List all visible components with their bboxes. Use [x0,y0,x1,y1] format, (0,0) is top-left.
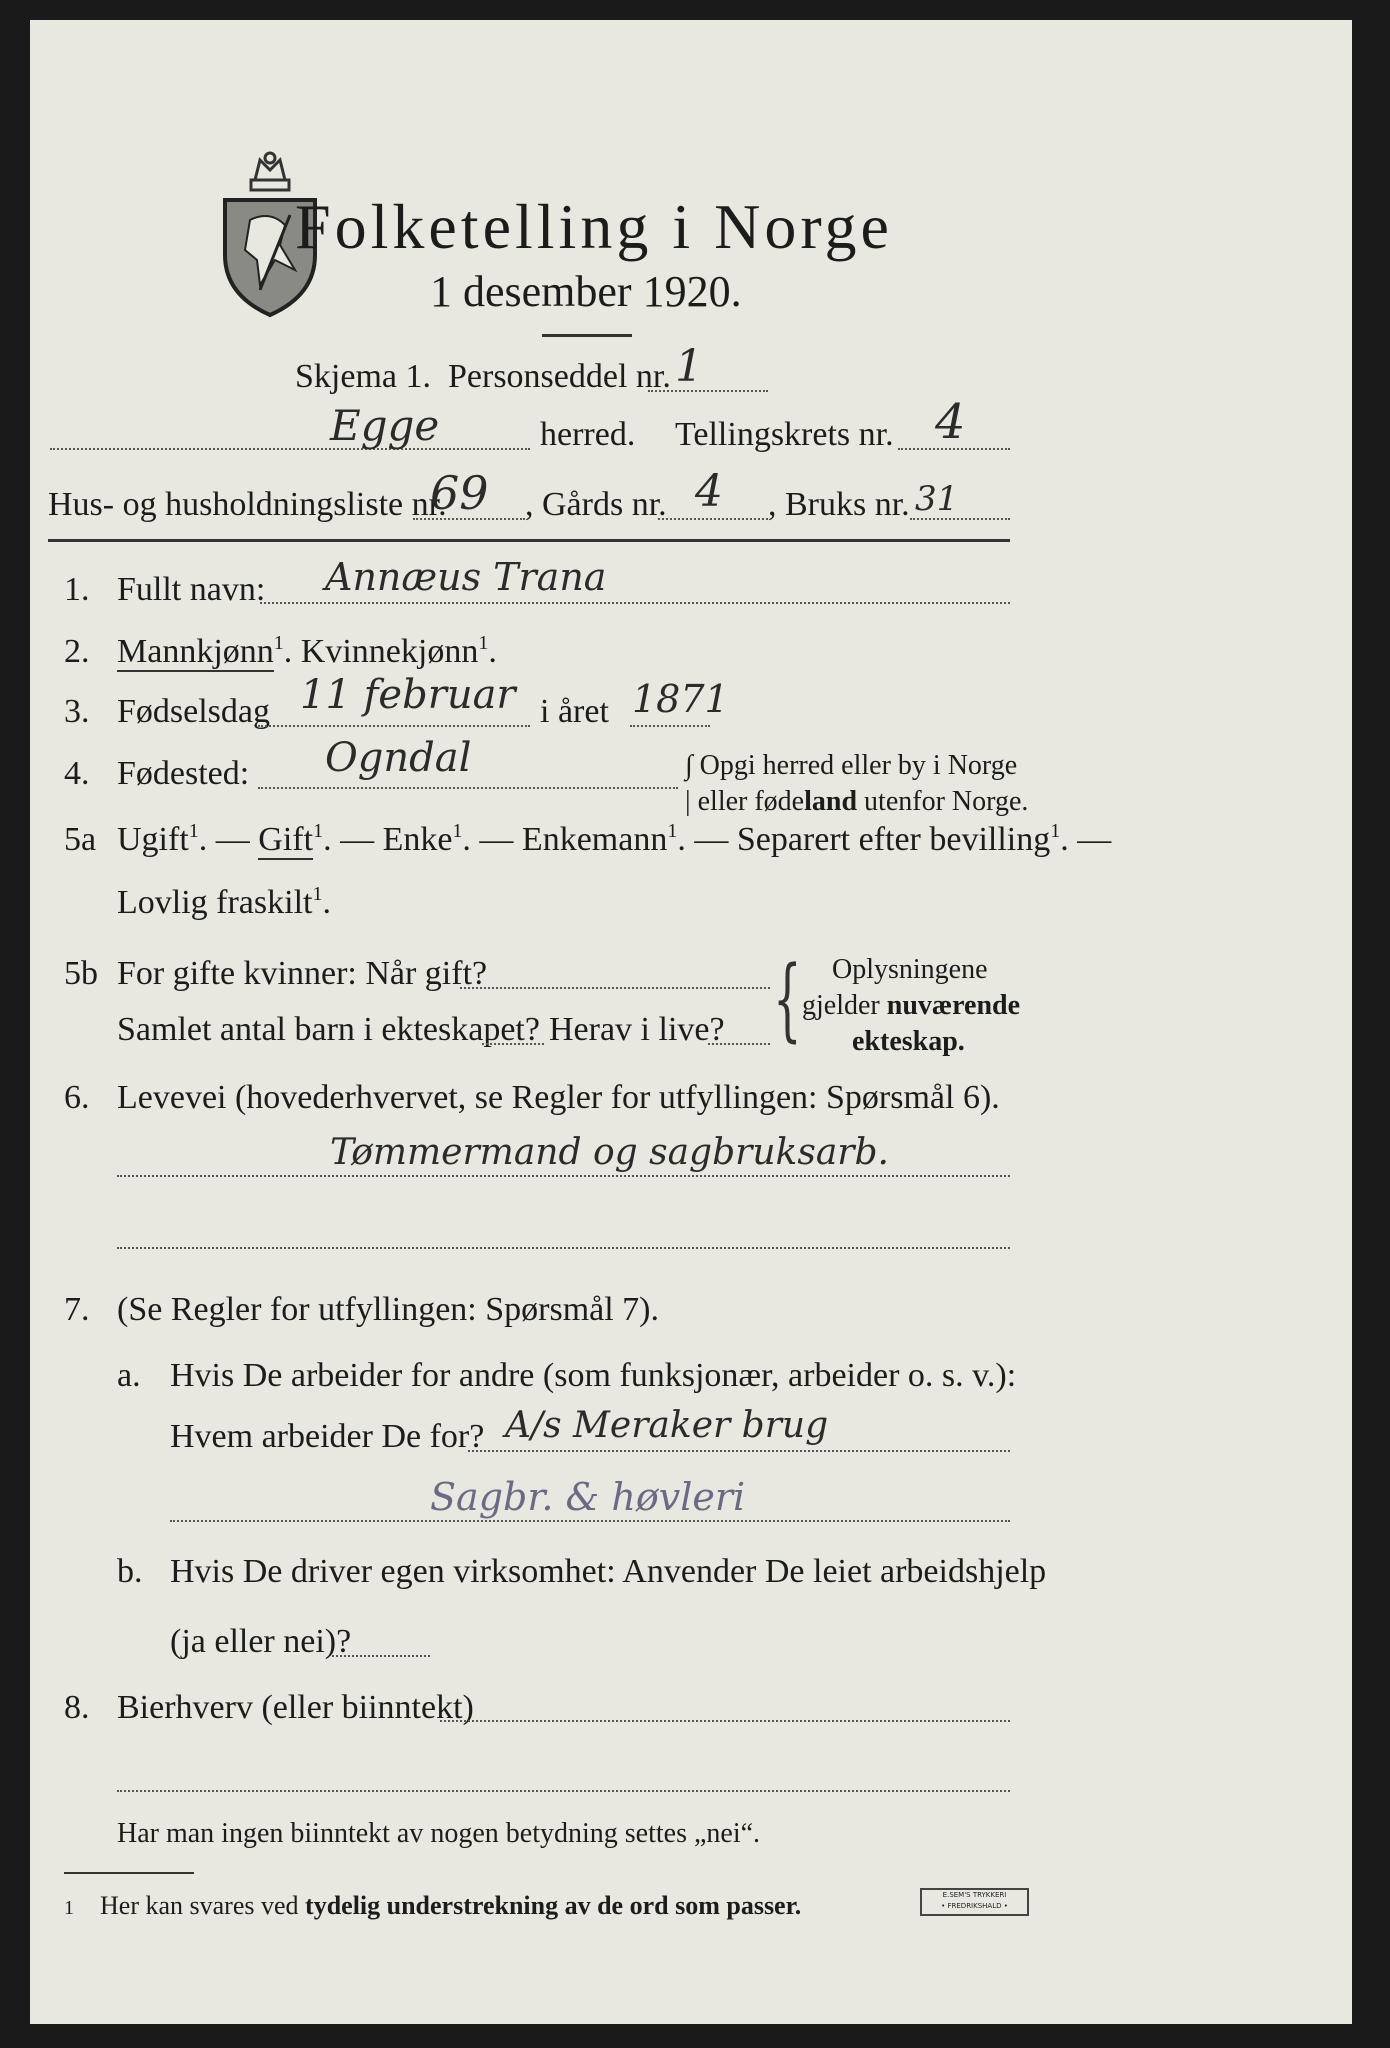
employer-value: A/s Meraker brug [505,1405,829,1446]
children-alive-field[interactable] [708,1043,770,1045]
birthday-field[interactable] [258,725,530,727]
employer-field[interactable] [468,1450,1010,1452]
q5a-options: Ugift$^1$. — Gift$^1$. — Enke$^1$. — Enkemann$^1$. — Separert efter bevilling$^1$. — [117,820,1112,858]
form-date: 1 desember 1920. [430,267,742,316]
q3-number: 3. [64,693,90,730]
children-total-field[interactable] [482,1043,544,1045]
q7b-question: (ja eller nei)? [170,1623,352,1660]
q5b-number: 5b [64,955,98,992]
option-lovlig-fraskilt[interactable]: Lovlig fraskilt [117,884,313,921]
employer-field-2[interactable] [170,1520,1010,1522]
hired-help-field[interactable] [332,1655,430,1657]
occupation-field-2[interactable] [117,1247,1010,1249]
q5b-brace: { [773,947,802,1052]
bruks-value: 31 [915,479,959,519]
q5b-label-1: For gifte kvinner: Når gift? [117,955,488,992]
option-mannkjonn[interactable]: Mannkjønn [117,633,274,670]
q5b-note-3: ekteskap. [852,1026,965,1057]
occupation-value: Tømmermand og sagbruksarb. [330,1132,889,1173]
q4-label: Fødested: [117,755,250,792]
hus-label: Hus- og husholdningsliste nr. [48,486,447,523]
q6-label: Levevei (hovederhvervet, se Regler for utfyllingen: Spørsmål 6). [117,1079,1000,1116]
header-rule [48,539,1010,542]
bruks-label: , Bruks nr. [768,486,910,523]
tellingskrets-value: 4 [935,394,966,450]
birthplace-field[interactable] [258,787,678,789]
birth-year-field[interactable] [630,725,710,727]
side-income-field[interactable] [440,1720,1010,1722]
form-title: Folketelling i Norge [295,191,893,262]
q5b-note-1: Oplysningene [832,954,988,985]
footnote-rule [64,1872,194,1874]
personseddel-value: 1 [675,341,703,392]
option-gift[interactable]: Gift [258,821,314,858]
q8-label: Bierhverv (eller biinntekt) [117,1689,474,1726]
married-date-field[interactable] [460,987,770,989]
personseddel-label: Personseddel nr. [448,358,671,395]
title-divider [542,334,632,337]
q7a-letter: a. [117,1357,141,1394]
q4-number: 4. [64,755,90,792]
q8-number: 8. [64,1689,90,1726]
year-label: i året [540,693,609,730]
option-kvinnekjonn[interactable]: Kvinnekjønn [300,633,479,670]
q1-label: Fullt navn: [117,571,266,608]
gards-field[interactable] [658,518,768,520]
birth-year-value: 1871 [632,677,729,721]
q5b-note-2: gjelder nuværende [802,990,1021,1021]
side-income-field-2[interactable] [117,1790,1010,1792]
q2-options: Mannkjønn$^1$. Kvinnekjønn$^1$. [117,632,497,670]
tellingskrets-label: Tellingskrets nr. [675,416,894,453]
hus-value: 69 [430,466,489,520]
option-ugift[interactable]: Ugift [117,821,189,858]
q2-number: 2. [64,633,90,670]
full-name-value: Annæus Trana [325,555,607,599]
q8-note: Har man ingen biinntekt av nogen betydning settes „nei“. [117,1818,761,1849]
option-separert[interactable]: Separert efter bevilling [736,821,1051,858]
full-name-field[interactable] [260,602,1010,604]
q4-note-2: | eller fødeland utenfor Norge. [685,786,1029,817]
birthplace-value: Ogndal [325,735,472,781]
birthday-value: 11 februar [300,672,516,718]
q1-number: 1. [64,571,90,608]
printer-mark: E.SEM'S TRYKKERI • FREDRIKSHALD • [920,1888,1029,1916]
q7b-letter: b. [117,1553,143,1590]
herred-label: herred. [540,416,636,453]
q7a-question: Hvem arbeider De for? [170,1418,485,1455]
q7b-text: Hvis De driver egen virksomhet: Anvender De leiet arbeidshjelp [170,1553,1047,1590]
occupation-field[interactable] [117,1175,1010,1177]
employer-value-2: Sagbr. & høvleri [430,1475,746,1519]
herred-value: Egge [330,401,440,450]
q4-note-1: ∫ Opgi herred eller by i Norge [685,750,1018,781]
q7-label: (Se Regler for utfyllingen: Spørsmål 7). [117,1291,660,1328]
q7-number: 7. [64,1291,90,1328]
q5b-label-2: Samlet antal barn i ekteskapet? [117,1011,540,1048]
q3-label: Fødselsdag [117,693,270,730]
skjema-label: Skjema 1. [295,358,431,395]
option-enke[interactable]: Enke [382,821,453,858]
herred-field[interactable] [50,448,530,450]
gards-value: 4 [695,466,723,517]
gards-label: , Gårds nr. [525,486,667,523]
personseddel-field[interactable] [648,390,768,392]
q5a-options-2: Lovlig fraskilt$^1$. [117,883,331,921]
q6-number: 6. [64,1079,90,1116]
footnote-text: Her kan svares ved tydelig understrekning av de ord som passer. [100,1891,802,1920]
q5a-number: 5a [64,821,97,858]
q7a-text: Hvis De arbeider for andre (som funksjonær, arbeider o. s. v.): [170,1357,1017,1394]
option-enkemann[interactable]: Enkemann [521,821,668,858]
q5b-label-3: Herav i live? [549,1011,725,1048]
footnote-number: 1 [64,1897,74,1919]
census-form [30,20,1352,2024]
